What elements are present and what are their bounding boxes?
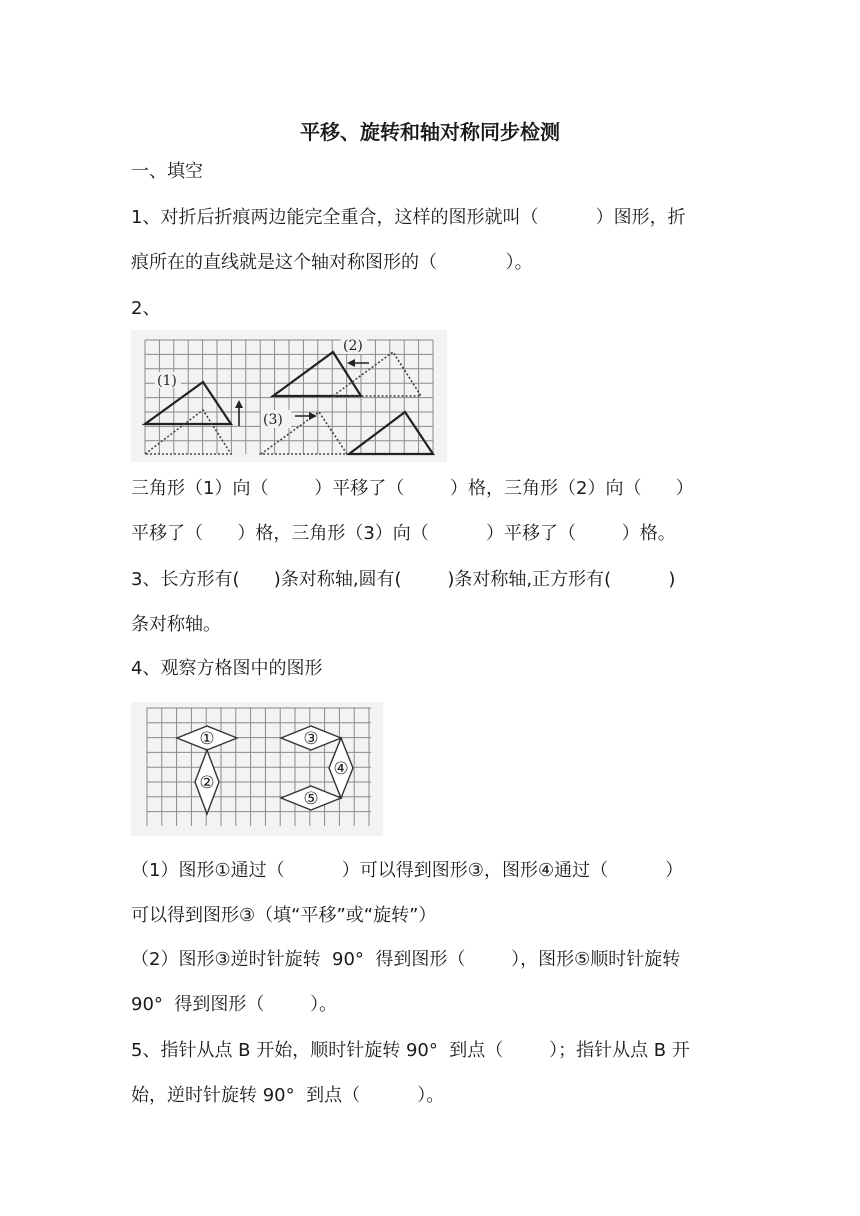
- shape-4-label: ④: [333, 759, 349, 779]
- question-4-label: 4、观察方格图中的图形: [131, 658, 323, 679]
- question-1-line-1: 1、对折后折痕两边能完全重合，这样的图形就叫（ ）图形，折: [131, 207, 686, 228]
- translation-grid-figure: [131, 330, 447, 462]
- question-2-line-1: 三角形（1）向（ ）平移了（ ）格，三角形（2）向（ ）: [131, 478, 694, 499]
- shape-2-label: ②: [199, 773, 215, 793]
- question-5-line-1: 5、指针从点 B 开始，顺时针旋转 90° 到点（ ）；指针从点 B 开: [131, 1040, 690, 1061]
- question-3-line-2: 条对称轴。: [131, 614, 221, 635]
- shape-1-label: ①: [199, 729, 215, 749]
- triangle-2-label: (2): [343, 338, 363, 354]
- page-title: 平移、旋转和轴对称同步检测: [300, 120, 560, 144]
- question-4-part-1-line-1: （1）图形①通过（ ）可以得到图形③，图形④通过（ ）: [131, 860, 684, 881]
- question-3-line-1: 3、长方形有( )条对称轴,圆有( )条对称轴,正方形有( ): [131, 569, 676, 590]
- question-2-label: 2、: [131, 298, 161, 319]
- question-1-line-2: 痕所在的直线就是这个轴对称图形的（ ）。: [131, 252, 533, 273]
- question-4-part-2-line-2: 90° 得到图形（ ）。: [131, 994, 338, 1015]
- triangle-3-label: (3): [263, 412, 283, 428]
- question-5-line-2: 始，逆时针旋转 90° 到点（ ）。: [131, 1085, 445, 1106]
- question-4-part-2-line-1: （2）图形③逆时针旋转 90° 得到图形（ ），图形⑤顺时针旋转: [131, 949, 681, 970]
- question-4-part-1-line-2: 可以得到图形③（填“平移”或“旋转”）: [131, 905, 437, 926]
- shape-3-label: ③: [303, 729, 319, 749]
- rotation-grid-figure: [131, 702, 383, 836]
- shape-5-label: ⑤: [303, 789, 319, 809]
- section-heading: 一、填空: [131, 161, 203, 182]
- triangle-1-label: (1): [157, 373, 177, 389]
- question-2-line-2: 平移了（ ）格，三角形（3）向（ ）平移了（ ）格。: [131, 523, 676, 544]
